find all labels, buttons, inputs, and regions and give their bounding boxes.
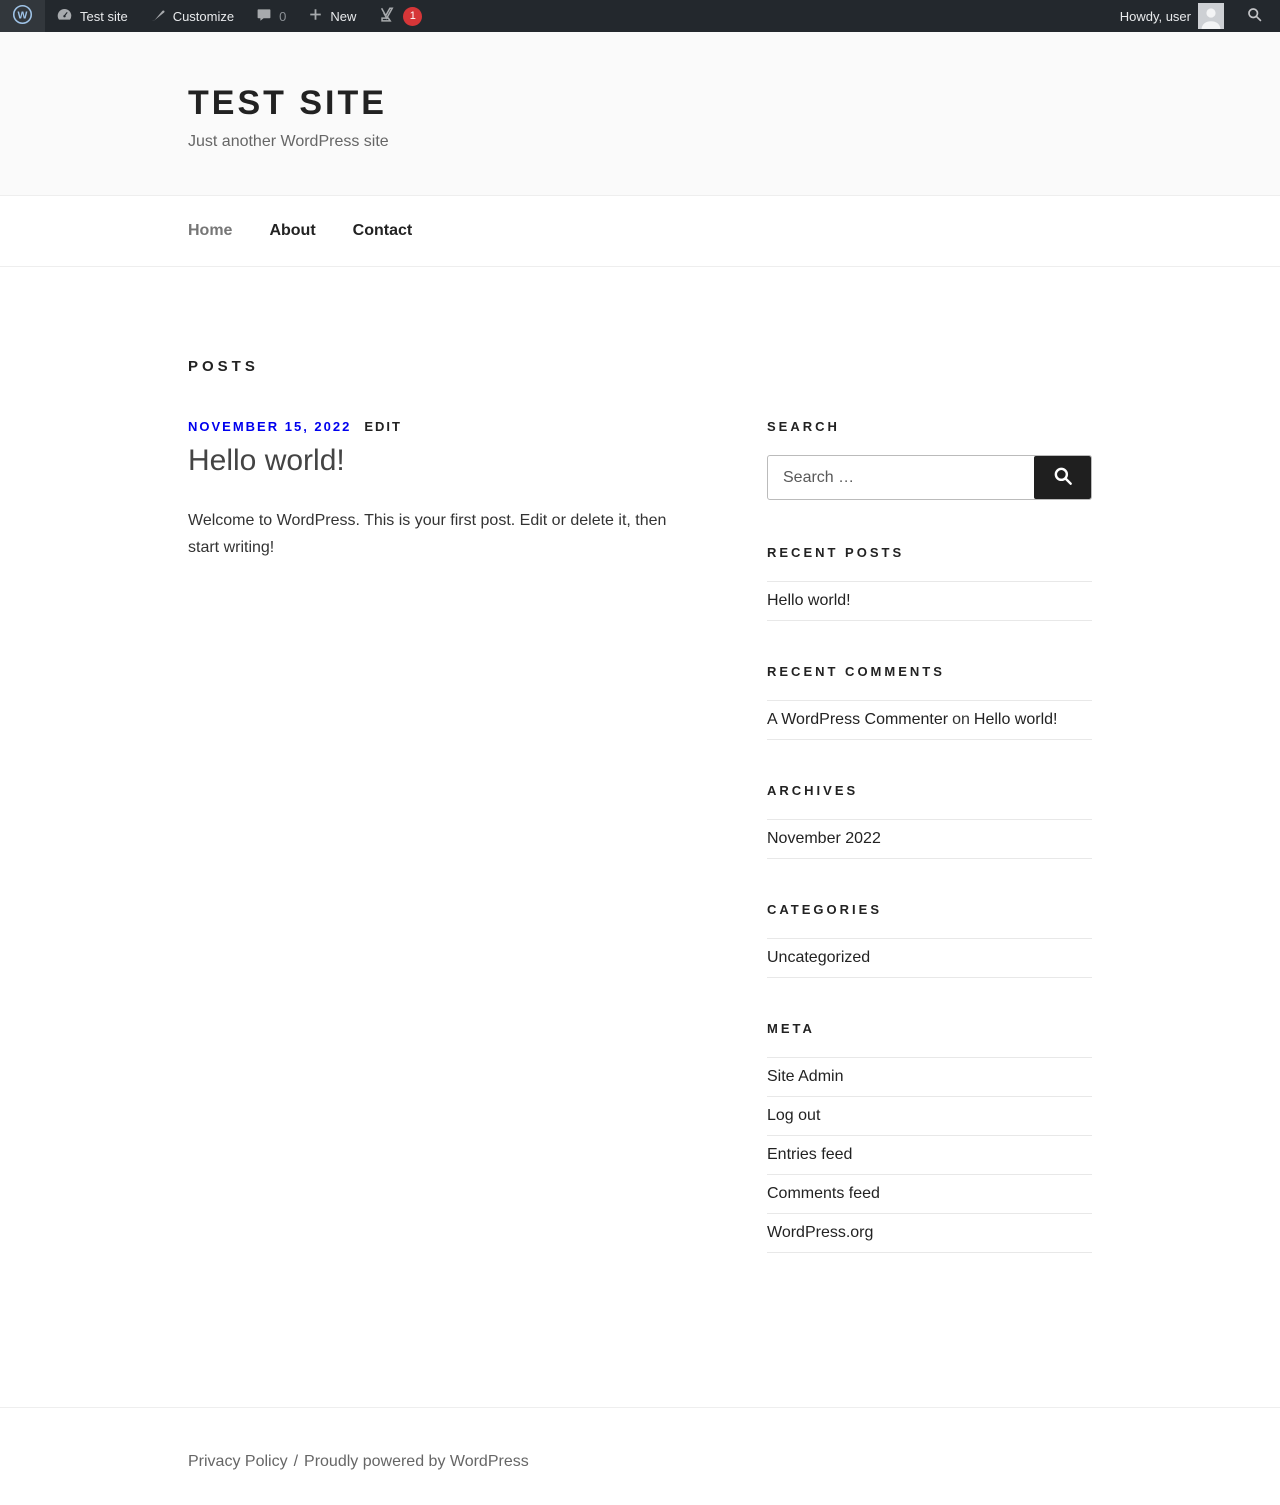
archives-title: ARCHIVES xyxy=(767,783,859,799)
site-header xyxy=(0,32,1280,196)
svg-text:W: W xyxy=(17,9,28,22)
entries-feed-link[interactable]: Entries feed xyxy=(767,1146,853,1164)
admin-bar-left xyxy=(0,0,433,32)
recent-comments-title: RECENT COMMENTS xyxy=(767,664,945,680)
list-item xyxy=(767,1214,1092,1253)
admin-search-button[interactable] xyxy=(1235,0,1274,32)
admin-bar-right xyxy=(1109,0,1280,32)
yoast-notification-badge: 1 xyxy=(403,7,422,26)
top-navigation xyxy=(0,196,1280,267)
sidebar xyxy=(767,420,1092,1297)
search-icon xyxy=(1246,6,1263,26)
post-edit-link[interactable]: EDIT xyxy=(364,419,402,435)
post-content xyxy=(188,507,690,561)
privacy-policy-link[interactable]: Privacy Policy xyxy=(188,1453,288,1471)
wordpress-menu-button[interactable] xyxy=(0,0,45,32)
recent-posts-title: RECENT POSTS xyxy=(767,545,905,561)
search-widget-title: SEARCH xyxy=(767,419,840,435)
customize-menu[interactable] xyxy=(139,0,245,32)
nav-item-about[interactable]: About xyxy=(269,222,316,240)
recent-comments-widget xyxy=(767,665,1092,740)
nav-item-contact[interactable]: Contact xyxy=(352,222,413,240)
page-title: POSTS xyxy=(188,358,259,376)
meta-title: META xyxy=(767,1021,815,1037)
comment-bubble-icon xyxy=(256,7,272,26)
post-excerpt: Welcome to WordPress. This is your first post. Edit or delete it, then start writing! xyxy=(188,511,667,556)
list-item xyxy=(767,939,1092,978)
entry-meta xyxy=(188,420,690,433)
site-name-menu[interactable] xyxy=(45,0,139,32)
site-main xyxy=(0,267,1280,1407)
comment-author-link[interactable]: A WordPress Commenter xyxy=(767,711,949,729)
wordpress-org-link[interactable]: WordPress.org xyxy=(767,1224,874,1242)
site-tagline: Just another WordPress site xyxy=(188,133,389,150)
howdy-label: Howdy, user xyxy=(1119,8,1191,24)
list-item xyxy=(767,1058,1092,1097)
customize-label: Customize xyxy=(172,8,235,24)
wp-admin-bar xyxy=(0,0,1280,32)
user-avatar xyxy=(1198,3,1224,29)
yoast-seo-menu[interactable] xyxy=(367,0,433,32)
search-input[interactable] xyxy=(768,456,1034,499)
log-out-link[interactable]: Log out xyxy=(767,1107,821,1125)
search-icon xyxy=(1052,465,1074,490)
post-title xyxy=(188,442,690,480)
archives-widget xyxy=(767,784,1092,859)
search-submit-button[interactable] xyxy=(1034,456,1091,499)
post-date-link[interactable]: NOVEMBER 15, 2022 xyxy=(188,419,352,435)
paintbrush-icon xyxy=(150,7,166,26)
list-item xyxy=(767,1175,1092,1214)
site-title-link[interactable]: TEST SITE xyxy=(188,84,387,122)
posts-column xyxy=(188,420,690,561)
wordpress-logo-icon xyxy=(12,4,33,28)
recent-posts-widget xyxy=(767,546,1092,621)
comment-connector: on xyxy=(952,711,970,729)
search-form xyxy=(767,455,1092,500)
categories-title: CATEGORIES xyxy=(767,902,882,918)
site-footer xyxy=(0,1407,1280,1505)
site-admin-link[interactable]: Site Admin xyxy=(767,1068,844,1086)
comment-post-link[interactable]: Hello world! xyxy=(973,711,1058,729)
new-label: New xyxy=(330,8,357,24)
comments-feed-link[interactable]: Comments feed xyxy=(767,1185,880,1203)
my-account-menu[interactable] xyxy=(1109,0,1235,32)
list-item xyxy=(767,1136,1092,1175)
comments-menu[interactable] xyxy=(245,0,297,32)
list-item xyxy=(767,701,1092,740)
new-content-menu[interactable] xyxy=(297,0,367,32)
recent-post-link[interactable]: Hello world! xyxy=(767,592,851,610)
list-item xyxy=(767,820,1092,859)
post-title-link[interactable]: Hello world! xyxy=(188,444,345,478)
archive-link[interactable]: November 2022 xyxy=(767,830,881,848)
site-title xyxy=(188,86,1092,120)
footer-credits xyxy=(188,1452,1092,1471)
site-name-label: Test site xyxy=(80,8,128,24)
plus-icon xyxy=(308,7,323,25)
category-link[interactable]: Uncategorized xyxy=(767,949,871,967)
dashboard-gauge-icon xyxy=(56,6,73,26)
search-widget xyxy=(767,420,1092,500)
comments-count: 0 xyxy=(279,8,287,24)
powered-by-link[interactable]: Proudly powered by WordPress xyxy=(304,1453,529,1471)
meta-widget xyxy=(767,1022,1092,1253)
yoast-seo-icon xyxy=(378,6,396,27)
list-item xyxy=(767,582,1092,621)
nav-item-home[interactable]: Home xyxy=(188,222,233,240)
footer-separator: / xyxy=(293,1453,299,1471)
list-item xyxy=(767,1097,1092,1136)
categories-widget xyxy=(767,903,1092,978)
post-article xyxy=(188,420,690,561)
